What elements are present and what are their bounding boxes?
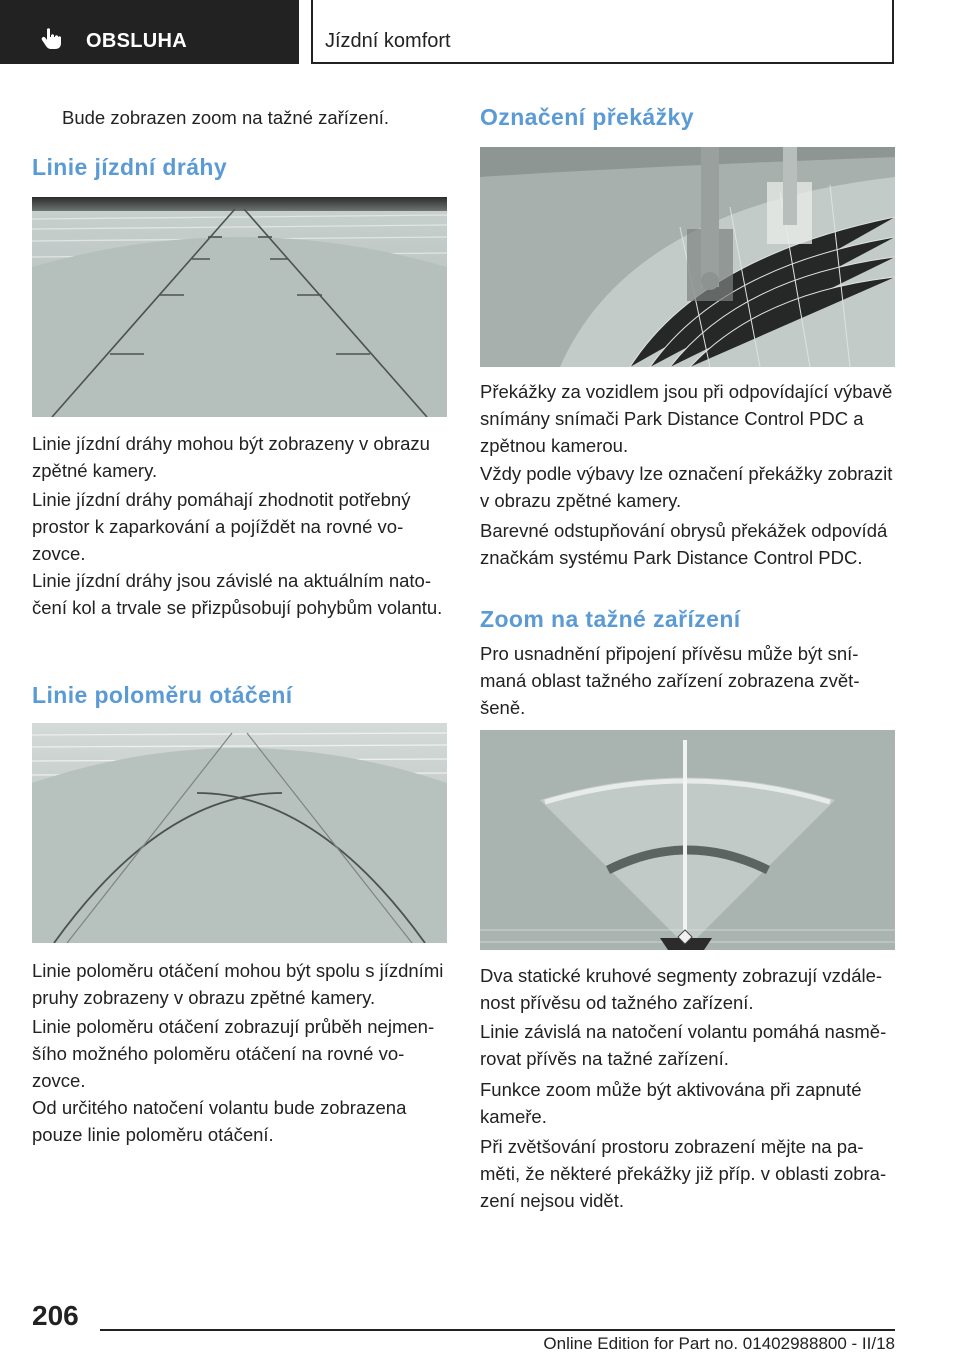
obstacle-paragraph-1: Překážky za vozidlem jsou při odpovídající výbavě snímány snímači Park Distance Control PDC a zpětnou kamerou. (480, 381, 893, 456)
zoom-paragraph-3: Funkce zoom může být aktivována při zapnuté kameře. (480, 1079, 862, 1127)
chapter-box (311, 0, 894, 64)
zoom-paragraph-0: Pro usnadnění připojení přívěsu může být snímaná oblast tažného zařízení zobrazena zvětšeně. (480, 643, 860, 718)
section-tab (0, 0, 299, 64)
heading-lane-lines: Linie jízdní dráhy (32, 154, 228, 180)
heading-tow-hitch-zoom: Zoom na tažné zařízení (480, 606, 741, 632)
zoom-paragraph-4: Při zvětšování prostoru zobrazení mějte na paměti, že některé překážky již příp. v oblasti zobrazení nejsou vidět. (480, 1136, 887, 1211)
radius-paragraph-1: Linie poloměru otáčení mohou být spolu s jízdními pruhy zobrazeny v obrazu zpětné kamery. (32, 960, 444, 1008)
figure-obstacle-marking (480, 147, 895, 367)
edition-label: Online Edition for Part no. 01402988800 - II/18 (543, 1334, 895, 1353)
chapter-title: Jízdní komfort (325, 30, 451, 52)
page-number: 206 (32, 1300, 79, 1331)
zoom-paragraph-1: Dva statické kruhové segmenty zobrazují vzdálenost přívěsu od tažného zařízení. (480, 965, 883, 1013)
lanes-paragraph-1: Linie jízdní dráhy mohou být zobrazeny v obrazu zpětné kamery. (32, 433, 430, 481)
intro-text: Bude zobrazen zoom na tažné zařízení. (62, 107, 390, 128)
obstacle-paragraph-3: Barevné odstupňování obrysů překážek odpovídá značkám systému Park Distance Control PDC. (480, 520, 888, 568)
footer-divider (100, 1329, 895, 1331)
figure-turning-radius (32, 723, 447, 943)
zoom-paragraph-2: Linie závislá na natočení volantu pomáhá nasměrovat přívěs na tažné zařízení. (480, 1021, 887, 1069)
obstacle-paragraph-2: Vždy podle výbavy lze označení překážky zobrazit v obrazu zpětné kamery. (480, 463, 893, 511)
pointing-hand-icon (38, 26, 64, 57)
section-title: OBSLUHA (86, 30, 187, 52)
radius-paragraph-2: Linie poloměru otáčení zobrazují průběh nejmenšího možného poloměru otáčení na rovné vozovce. (32, 1016, 435, 1091)
radius-paragraph-3: Od určitého natočení volantu bude zobrazena pouze linie poloměru otáčení. (32, 1097, 407, 1145)
figure-lane-lines (32, 197, 447, 417)
figure-tow-hitch-zoom (480, 730, 895, 950)
lanes-paragraph-2: Linie jízdní dráhy pomáhají zhodnotit potřebný prostor k zaparkování a pojíždět na rovné vozovce. (32, 489, 411, 564)
heading-obstacle-marking: Označení překážky (480, 104, 694, 130)
heading-turning-radius: Linie poloměru otáčení (32, 682, 293, 708)
lanes-paragraph-3: Linie jízdní dráhy jsou závislé na aktuálním natočení kol a trvale se přizpůsobují pohybům volantu. (32, 570, 443, 618)
